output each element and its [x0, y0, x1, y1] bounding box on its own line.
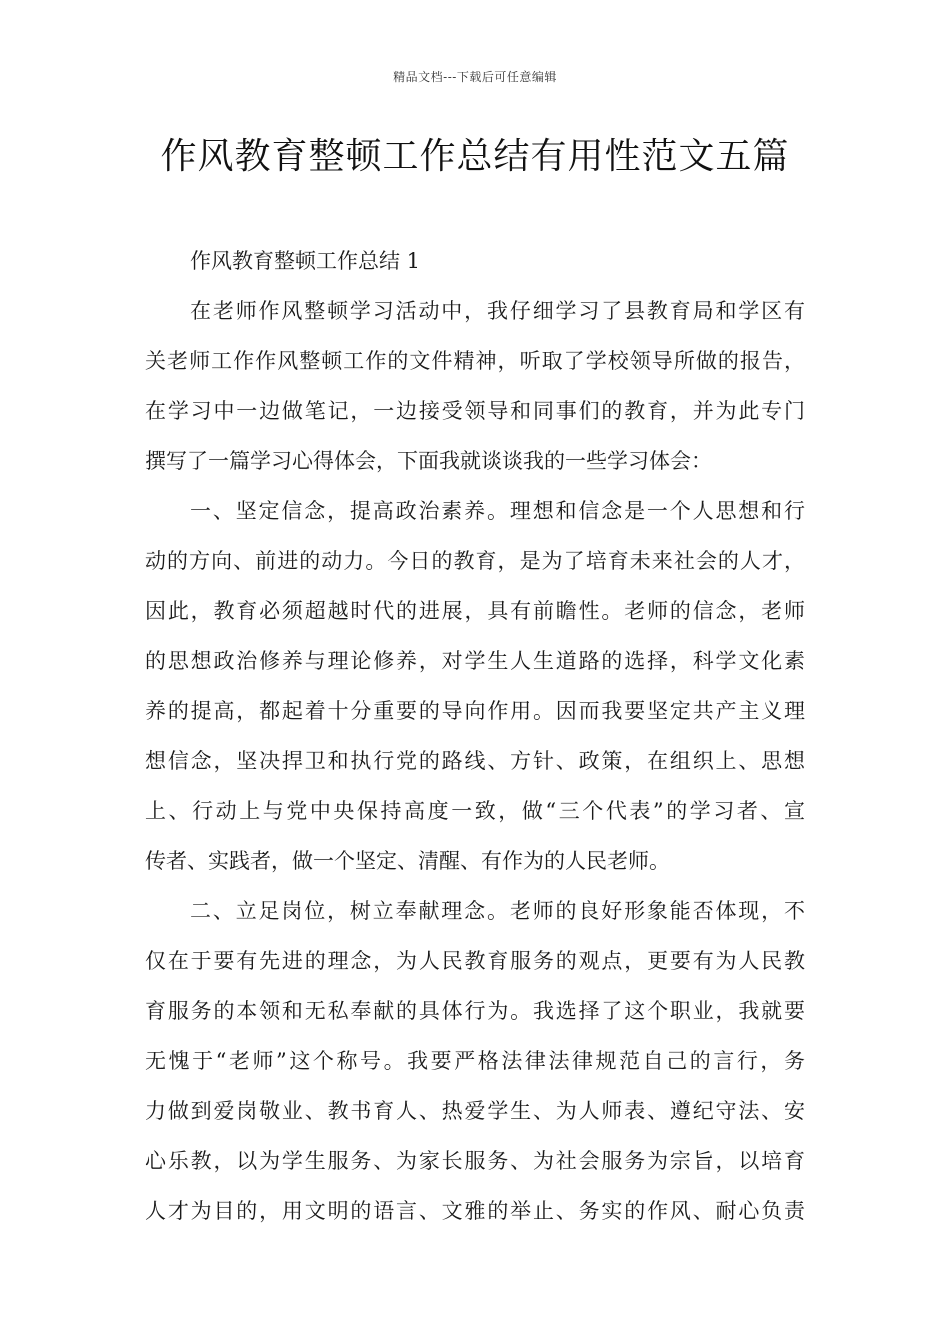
paragraph-1-line: 关老师工作作风整顿工作的文件精神，听取了学校领导所做的报告， [145, 349, 805, 373]
paragraph-3-line: 无愧于“老师”这个称号。我要严格法律法律规范自己的言行，务 [145, 1049, 805, 1073]
paragraph-3-line: 人才为目的，用文明的语言、文雅的举止、务实的作风、耐心负责 [145, 1199, 805, 1223]
paragraph-2-line: 因此，教育必须超越时代的进展，具有前瞻性。老师的信念，老师 [145, 599, 805, 623]
header-note: 精品文档---下载后可任意编辑 [393, 70, 557, 84]
paragraph-2-line: 动的方向、前进的动力。今日的教育，是为了培育未来社会的人才， [145, 549, 805, 573]
paragraph-2-line: 的思想政治修养与理论修养，对学生人生道路的选择，科学文化素 [145, 649, 805, 673]
paragraph-3-line: 力做到爱岗敬业、教书育人、热爱学生、为人师表、遵纪守法、安 [145, 1099, 805, 1123]
paragraph-1-line: 在学习中一边做笔记，一边接受领导和同事们的教育，并为此专门 [145, 399, 805, 423]
paragraph-2-line: 想信念，坚决捍卫和执行党的路线、方针、政策，在组织上、思想 [145, 749, 805, 773]
paragraph-1-line: 撰写了一篇学习心得体会，下面我就谈谈我的一些学习体会： [145, 449, 712, 473]
document-title: 作风教育整顿工作总结有用性范文五篇 [160, 136, 790, 177]
paragraph-2-line: 养的提高，都起着十分重要的导向作用。因而我要坚定共产主义理 [145, 699, 805, 723]
paragraph-3-line: 仅在于要有先进的理念，为人民教育服务的观点，更要有为人民教 [145, 949, 805, 973]
paragraph-2-line: 一、坚定信念，提高政治素养。理想和信念是一个人思想和行 [190, 499, 805, 523]
paragraph-2-line: 传者、实践者，做一个坚定、清醒、有作为的人民老师。 [145, 849, 670, 873]
paragraph-3-line: 二、立足岗位，树立奉献理念。老师的良好形象能否体现，不 [190, 899, 805, 923]
paragraph-1-line: 在老师作风整顿学习活动中，我仔细学习了县教育局和学区有 [190, 299, 805, 323]
document-body [145, 236, 805, 1236]
paragraph-3-line: 心乐教，以为学生服务、为家长服务、为社会服务为宗旨，以培育 [145, 1149, 805, 1173]
section-subtitle: 作风教育整顿工作总结 1 [190, 249, 421, 273]
paragraph-2-line: 上、行动上与党中央保持高度一致，做“三个代表”的学习者、宣 [145, 799, 805, 823]
paragraph-3-line: 育服务的本领和无私奉献的具体行为。我选择了这个职业，我就要 [145, 999, 805, 1023]
